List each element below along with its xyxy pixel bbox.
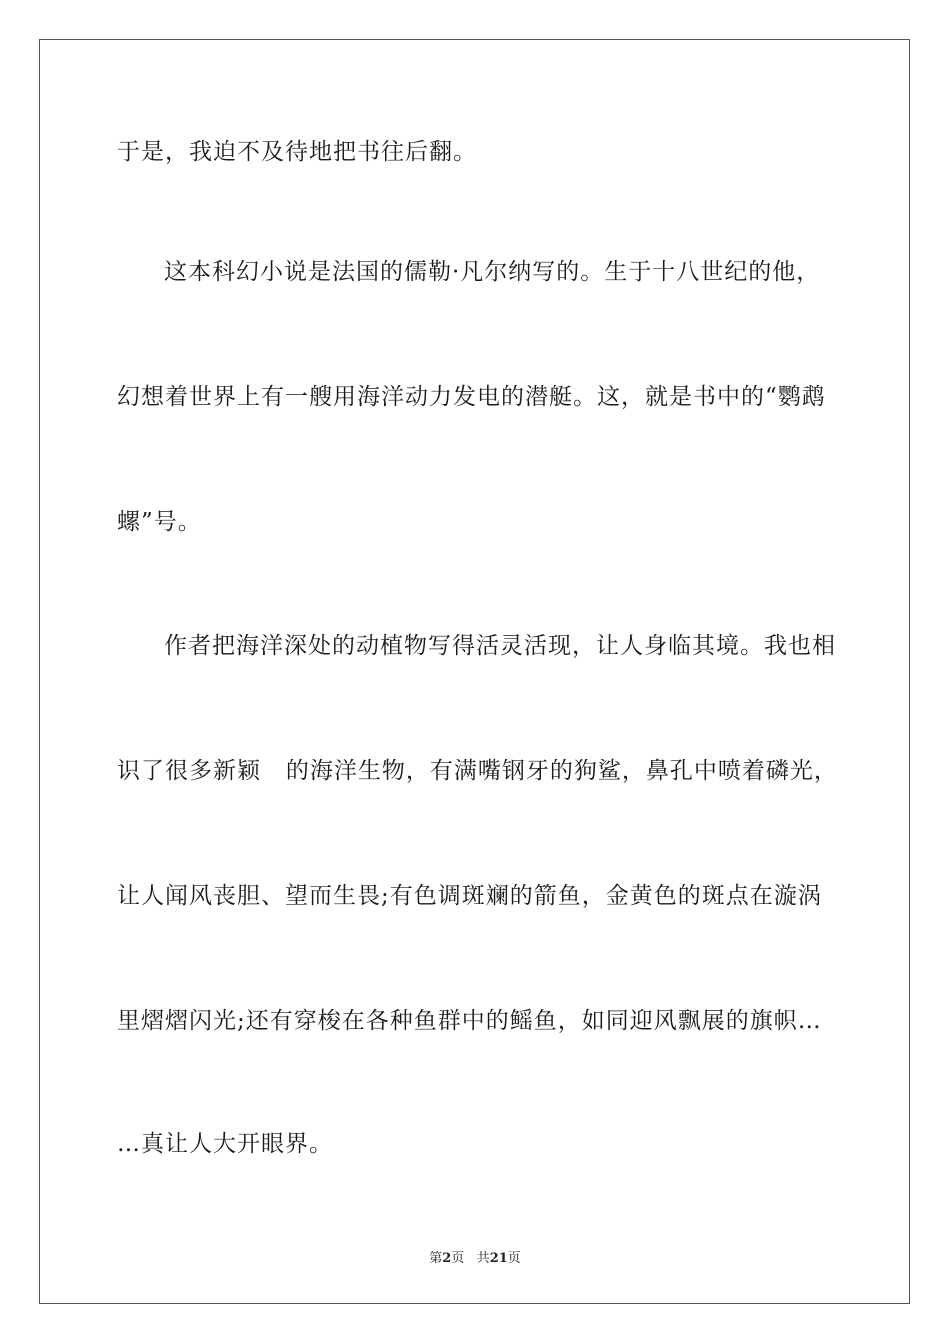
text-line-7: 让人闻风丧胆、望而生畏;有色调斑斓的箭鱼，金黄色的斑点在漩涡 — [117, 883, 822, 909]
footer-page-suffix: 页 — [451, 1251, 465, 1266]
page-border — [39, 39, 910, 1304]
footer-page-number: 2 — [442, 1251, 452, 1266]
page-footer — [0, 1250, 950, 1268]
footer-total-pages: 21 — [489, 1251, 508, 1266]
text-line-1: 于是，我迫不及待地把书往后翻。 — [117, 139, 477, 165]
text-line-9: …真让人大开眼界。 — [117, 1131, 333, 1157]
footer-total-suffix: 页 — [507, 1251, 521, 1266]
text-line-3: 幻想着世界上有一艘用海洋动力发电的潜艇。这，就是书中的“鹦鹉 — [117, 384, 826, 410]
footer-total-prefix: 共 — [476, 1251, 490, 1266]
footer-page-prefix: 第 — [429, 1251, 443, 1266]
text-line-8: 里熠熠闪光;还有穿梭在各种鱼群中的鳐鱼，如同迎风飘展的旗帜… — [117, 1008, 822, 1034]
text-line-2: 这本科幻小说是法国的儒勒·凡尔纳写的。生于十八世纪的他， — [164, 259, 821, 285]
text-line-6: 识了很多新颖 的海洋生物，有满嘴钢牙的狗鲨，鼻孔中喷着磷光， — [117, 758, 838, 784]
text-line-5: 作者把海洋深处的动植物写得活灵活现，让人身临其境。我也相 — [164, 633, 836, 659]
text-line-4: 螺”号。 — [117, 509, 202, 535]
